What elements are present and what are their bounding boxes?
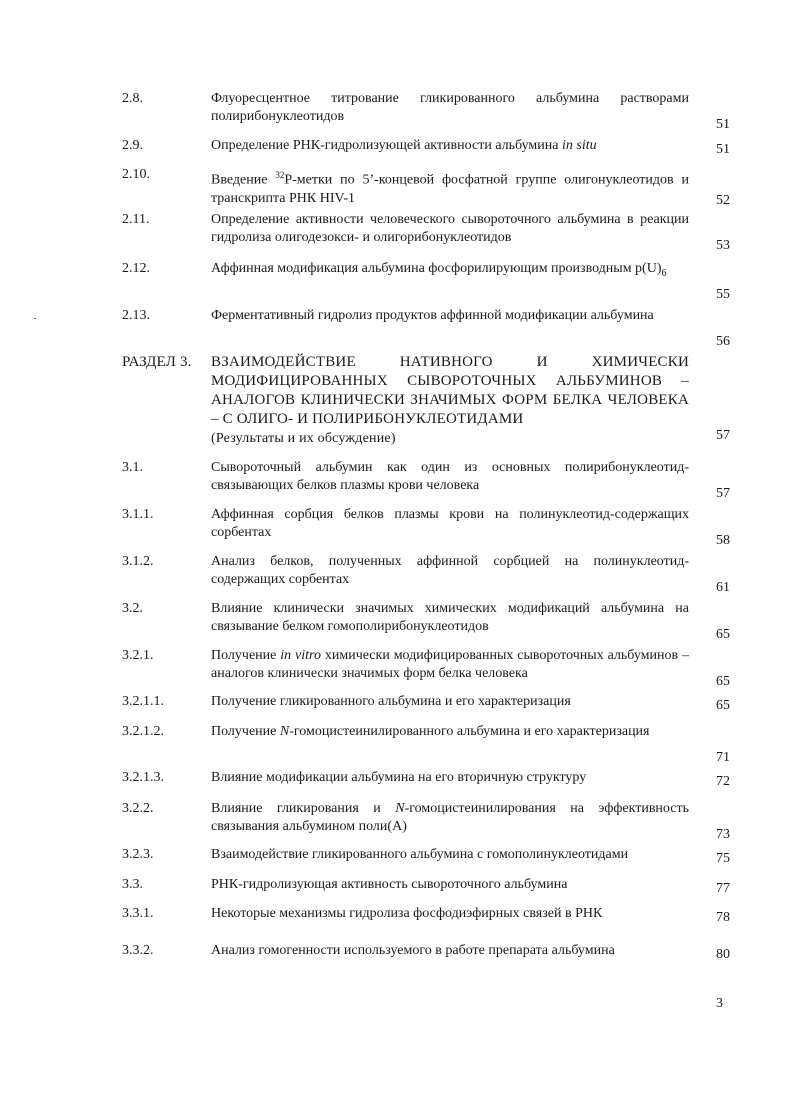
entry-page: 56 [716, 334, 730, 349]
title-text-pre: Влияние гликирования и [211, 801, 381, 816]
entry-page: 52 [716, 193, 730, 208]
entry-title: РНК-гидролизующая активность сывороточного альбумина [211, 877, 568, 892]
toc-entry-2-11[interactable] [122, 211, 730, 255]
entry-title: Некоторые механизмы гидролиза фосфодиэфирных связей в РНК [211, 906, 603, 921]
title-text-post: -гомоцистеинилирования на эффективность связывания альбумином поли(А) [211, 801, 689, 834]
title-text-post: Р-метки по 5’-концевой фосфатной группе олигонуклеотидов и транскрипта РНК HIV-1 [211, 172, 690, 206]
toc-entry-3-2-2[interactable] [122, 800, 730, 844]
title-text-pre: Получение [211, 724, 277, 739]
toc-entry-2-12[interactable] [122, 260, 730, 304]
toc-entry-3-2-1-2[interactable] [122, 723, 730, 767]
entry-title [211, 166, 689, 208]
title-text: Определение РНК-гидролизующей активности альбумина [211, 138, 559, 153]
entry-page: 65 [716, 674, 730, 689]
entry-title: Влияние модификации альбумина на его вторичную структуру [211, 770, 587, 785]
title-superscript: 32 [275, 170, 285, 180]
toc-entry-3-1[interactable] [122, 459, 730, 503]
entry-number: 3.2.3. [122, 847, 154, 862]
toc-entry-2-13[interactable] [122, 307, 730, 351]
entry-number: 3.2.1.2. [122, 724, 164, 739]
entry-number: 2.10. [122, 167, 150, 182]
toc-entry-3-2-3[interactable] [122, 846, 730, 868]
title-italic: N [395, 801, 405, 816]
entry-title: Получение гликированного альбумина и его характеризация [211, 694, 571, 709]
toc-entry-2-9[interactable] [122, 137, 730, 159]
entry-title: Ферментативный гидролиз продуктов аффинной модификации альбумина [211, 308, 654, 323]
entry-number: 2.9. [122, 138, 143, 153]
entry-title: Анализ гомогенности используемого в работе препарата альбумина [211, 943, 615, 958]
entry-title: Взаимодействие гликированного альбумина с гомополинуклеотидами [211, 847, 629, 862]
page-number: 3 [716, 996, 723, 1011]
section-subtitle: (Результаты и их обсуждение) [211, 431, 396, 446]
entry-title [211, 353, 689, 448]
entry-page: 75 [716, 851, 730, 866]
title-text-post: -гомоцистеинилированного альбумина и его характеризация [289, 724, 650, 739]
entry-page: 58 [716, 533, 730, 548]
entry-page: 80 [716, 947, 730, 962]
entry-number: 3.2.1.1. [122, 694, 164, 709]
entry-page: 57 [716, 486, 730, 501]
toc-entry-3-3[interactable] [122, 876, 730, 898]
toc-entry-3-2-1[interactable] [122, 647, 730, 691]
entry-title [211, 647, 689, 683]
toc-entry-3-2-1-3[interactable] [122, 769, 730, 791]
title-italic: in situ [561, 138, 597, 153]
entry-number: 3.3.1. [122, 906, 154, 921]
entry-number: 2.13. [122, 308, 150, 323]
title-text-pre: Получение [211, 648, 277, 663]
entry-title: Аффинная сорбция белков плазмы крови на полинуклеотид-содержащих сорбентах [211, 507, 689, 540]
entry-number: 3.1. [122, 460, 143, 475]
entry-title [211, 260, 689, 283]
entry-title: Анализ белков, полученных аффинной сорбцией на полинуклеотид-содержащих сорбентах [211, 554, 689, 587]
entry-title: Определение активности человеческого сывороточного альбумина в реакции гидролиза олигодезокси- и олигорибонуклеотидов [211, 212, 689, 245]
entry-page: 77 [716, 881, 730, 896]
entry-page: 78 [716, 910, 730, 925]
entry-page: 57 [716, 428, 730, 443]
entry-number: 3.1.1. [122, 507, 154, 522]
entry-number: 3.2.1. [122, 648, 154, 663]
entry-page: 73 [716, 827, 730, 842]
entry-page: 53 [716, 238, 730, 253]
scan-speck [34, 318, 36, 319]
entry-page: 72 [716, 774, 730, 789]
entry-page: 55 [716, 287, 730, 302]
entry-number: 3.2.1.3. [122, 770, 164, 785]
entry-number: РАЗДЕЛ 3. [122, 354, 192, 370]
entry-page: 65 [716, 698, 730, 713]
title-subscript: 6 [661, 267, 667, 279]
entry-number: 3.2. [122, 601, 143, 616]
entry-page: 51 [716, 117, 730, 132]
entry-page: 71 [716, 750, 730, 765]
toc-entry-3-1-2[interactable] [122, 553, 730, 597]
entry-title: Влияние клинически значимых химических модификаций альбумина на связывание белком гомополирибонуклеотидов [211, 601, 689, 634]
entry-page: 65 [716, 627, 730, 642]
toc-entry-2-8[interactable] [122, 90, 730, 134]
entry-page: 61 [716, 580, 730, 595]
entry-page: 51 [716, 142, 730, 157]
toc-entry-3-2[interactable] [122, 600, 730, 644]
entry-number: 2.8. [122, 91, 143, 106]
entry-number: 3.3. [122, 877, 143, 892]
entry-number: 2.12. [122, 261, 150, 276]
toc-entry-3-3-1[interactable] [122, 905, 730, 927]
entry-number: 3.1.2. [122, 554, 154, 569]
title-text-post: химически модифицированных сывороточных альбуминов – аналогов клинически значимых форм белка человека [211, 648, 690, 681]
toc-entry-2-10[interactable] [122, 166, 730, 210]
title-text-pre: Введение [211, 172, 268, 188]
entry-number: 2.11. [122, 212, 150, 227]
entry-title: Сывороточный альбумин как один из основных полирибонуклеотид-связывающих белков плазмы крови человека [211, 460, 689, 493]
title-text: Аффинная модификация альбумина фосфорилирующим производным p(U) [211, 261, 662, 276]
toc-entry-section-3[interactable] [122, 353, 730, 445]
entry-title: Флуоресцентное титрование гликированного альбумина растворами полирибонуклеотидов [211, 91, 689, 124]
section-heading: ВЗАИМОДЕЙСТВИЕ НАТИВНОГО И ХИМИЧЕСКИ МОДИФИЦИРОВАННЫХ СЫВОРОТОЧНЫХ АЛЬБУМИНОВ – АНАЛОГОВ КЛИНИЧЕСКИ ЗНАЧИМЫХ ФОРМ БЕЛКА ЧЕЛОВЕКА – С ОЛИГО- И ПОЛИРИБОНУКЛЕОТИДАМИ [211, 354, 689, 427]
toc-entry-3-3-2[interactable] [122, 942, 730, 964]
toc-entry-3-2-1-1[interactable] [122, 693, 730, 715]
toc-entry-3-1-1[interactable] [122, 506, 730, 550]
entry-title [211, 137, 689, 155]
title-italic: in vitro [280, 648, 321, 663]
entry-title [211, 800, 689, 836]
entry-number: 3.3.2. [122, 943, 154, 958]
title-italic: N [279, 724, 290, 739]
entry-number: 3.2.2. [122, 801, 154, 816]
entry-title [211, 723, 689, 741]
